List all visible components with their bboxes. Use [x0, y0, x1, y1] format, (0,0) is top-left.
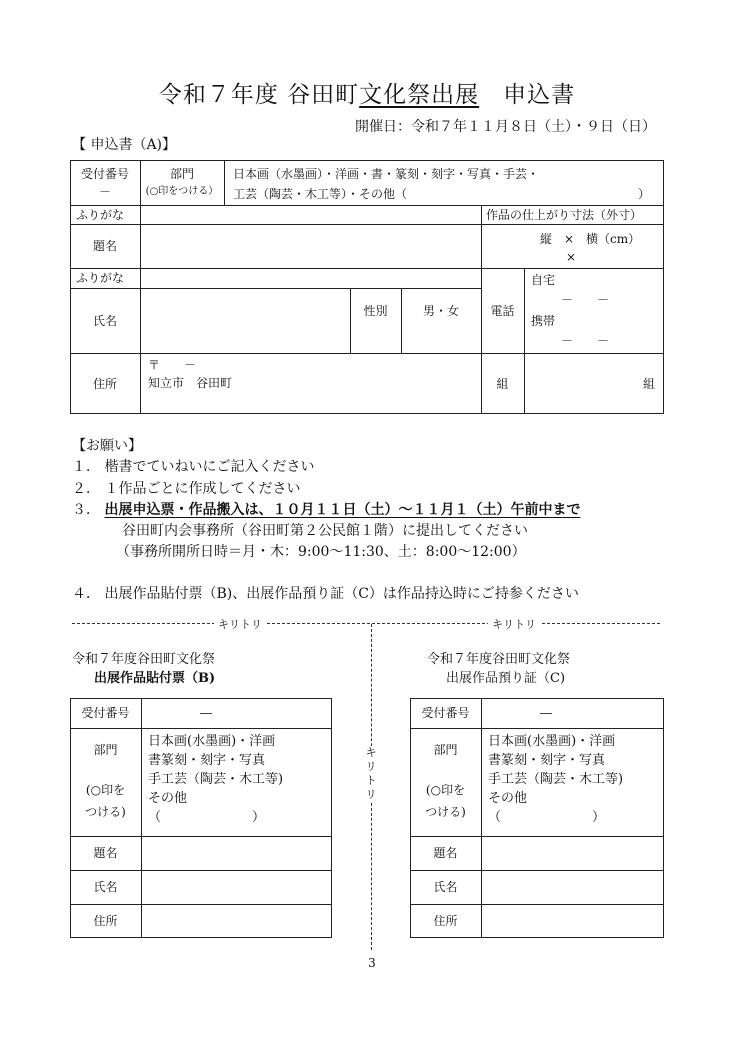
page-title — [0, 76, 734, 109]
form-b-option-3[interactable]: 手工芸（陶芸・木工等) — [148, 772, 284, 787]
request-3-number: ３． — [72, 502, 100, 518]
cut-label-left: キリトリ — [214, 616, 266, 632]
cut-label-vertical: キリトリ — [365, 746, 377, 801]
home-dash: － － — [561, 293, 610, 307]
gender-label: 性別 — [363, 304, 388, 318]
category-close: ） — [638, 187, 651, 201]
form-b-option-5[interactable]: （ ） — [148, 810, 266, 825]
form-c-option-5[interactable]: （ ） — [488, 810, 606, 825]
address-label: 住所 — [92, 377, 117, 391]
title-field[interactable] — [141, 225, 480, 267]
reception-label: 受付番号 — [80, 167, 129, 181]
furigana2-label: ふりがな — [76, 271, 125, 285]
form-c-line1: 令和７年度谷田町文化祭 — [427, 652, 571, 667]
form-c-address-label: 住所 — [433, 914, 458, 928]
form-b-reception-value: ― — [200, 706, 212, 720]
phone-label: 電話 — [490, 304, 515, 318]
category-options-line2[interactable]: 工芸（陶芸・木工等）・その他（ — [233, 187, 408, 201]
home-label: 自宅 — [531, 273, 556, 287]
form-b-category-label: 部門 — [93, 743, 118, 757]
size-line2: × — [566, 250, 577, 264]
form-b-note1: (○印を — [85, 783, 126, 797]
form-c-option-1[interactable]: 日本画(水墨画)・洋画 — [488, 734, 616, 749]
form-b-title-label: 題名 — [93, 846, 118, 860]
form-c-title-label: 題名 — [433, 846, 458, 860]
postal-code[interactable]: 〒 － — [148, 358, 197, 372]
request-3-sub2: （事務所開所日時＝月・木：9:00～11:30、土：8:00～12:00） — [116, 544, 526, 560]
form-b-name-label: 氏名 — [93, 880, 118, 894]
cut-line-horizontal — [72, 623, 660, 624]
category-options-line1[interactable]: 日本画（水墨画）・洋画・書・篆刻・刻字・写真・手芸・ — [233, 167, 540, 181]
name-label: 氏名 — [92, 314, 117, 328]
request-4: ４． 出展作品貼付票（B)、出展作品預り証（C）は作品持込時にご持参ください — [72, 586, 579, 602]
form-b-option-1[interactable]: 日本画(水墨画)・洋画 — [148, 734, 276, 749]
requests-heading: 【お願い】 — [72, 438, 142, 454]
title-underlined: 文化祭出展 — [359, 82, 480, 108]
gender-options[interactable]: 男・女 — [422, 304, 459, 318]
cut-label-right: キリトリ — [488, 616, 540, 632]
form-b-line2: 出展作品貼付票（B) — [94, 671, 216, 686]
form-c-reception-label: 受付番号 — [421, 706, 470, 720]
form-c-category-label: 部門 — [433, 743, 458, 757]
reception-value: － — [98, 185, 111, 199]
form-c-line2: 出展作品預り証（C) — [446, 671, 566, 686]
form-a-heading: 【 申込書（A)】 — [72, 137, 177, 153]
title-label: 題名 — [92, 239, 117, 253]
form-c-name-label: 氏名 — [433, 880, 458, 894]
request-2: ２． １作品ごとに作成してください — [72, 481, 301, 497]
category-note: (○印をつける） — [145, 186, 219, 197]
title-pre: 令和７年度 谷田町 — [158, 82, 360, 108]
kumi-label: 組 — [496, 377, 509, 391]
size-line1: 縦 × 横（cm） — [540, 232, 641, 246]
form-c-option-4[interactable]: その他 — [488, 791, 528, 806]
city-name: 知立市 谷田町 — [148, 376, 233, 390]
form-c-note2: つける) — [425, 805, 466, 819]
form-c-note1: (○印を — [425, 783, 466, 797]
furigana-label: ふりがな — [76, 208, 125, 222]
form-c-option-2[interactable]: 書篆刻・刻字・写真 — [488, 753, 606, 768]
title-post: 申込書 — [479, 82, 576, 108]
form-b-note2: つける) — [85, 805, 126, 819]
form-b-address-label: 住所 — [93, 914, 118, 928]
form-c-option-3[interactable]: 手工芸（陶芸・木工等) — [488, 772, 624, 787]
form-b-reception-label: 受付番号 — [81, 706, 130, 720]
request-1: １． 楷書でていねいにご記入ください — [72, 459, 315, 475]
event-date: 開催日：令和７年１１月８日（土）・９日（日） — [355, 119, 656, 135]
size-label: 作品の仕上がり寸法（外寸） — [486, 208, 643, 222]
request-3-deadline: 出展申込票・作品搬入は、１０月１１日（土）～１１月１（土）午前中まで — [104, 502, 581, 518]
request-3 — [72, 500, 580, 521]
form-b-option-2[interactable]: 書篆刻・刻字・写真 — [148, 753, 266, 768]
kumi-suffix: 組 — [643, 377, 656, 391]
mobile-label: 携帯 — [531, 314, 556, 328]
form-b-line1: 令和７年度谷田町文化祭 — [72, 652, 216, 667]
category-label: 部門 — [169, 167, 194, 181]
name-field[interactable] — [141, 289, 349, 352]
form-b-option-4[interactable]: その他 — [148, 791, 188, 806]
form-c-reception-value: ― — [540, 706, 552, 720]
mobile-dash: － － — [561, 334, 610, 348]
request-3-sub1: 谷田町内会事務所（谷田町第２公民館１階）に提出してください — [122, 523, 528, 539]
page-number: 3 — [368, 956, 376, 970]
